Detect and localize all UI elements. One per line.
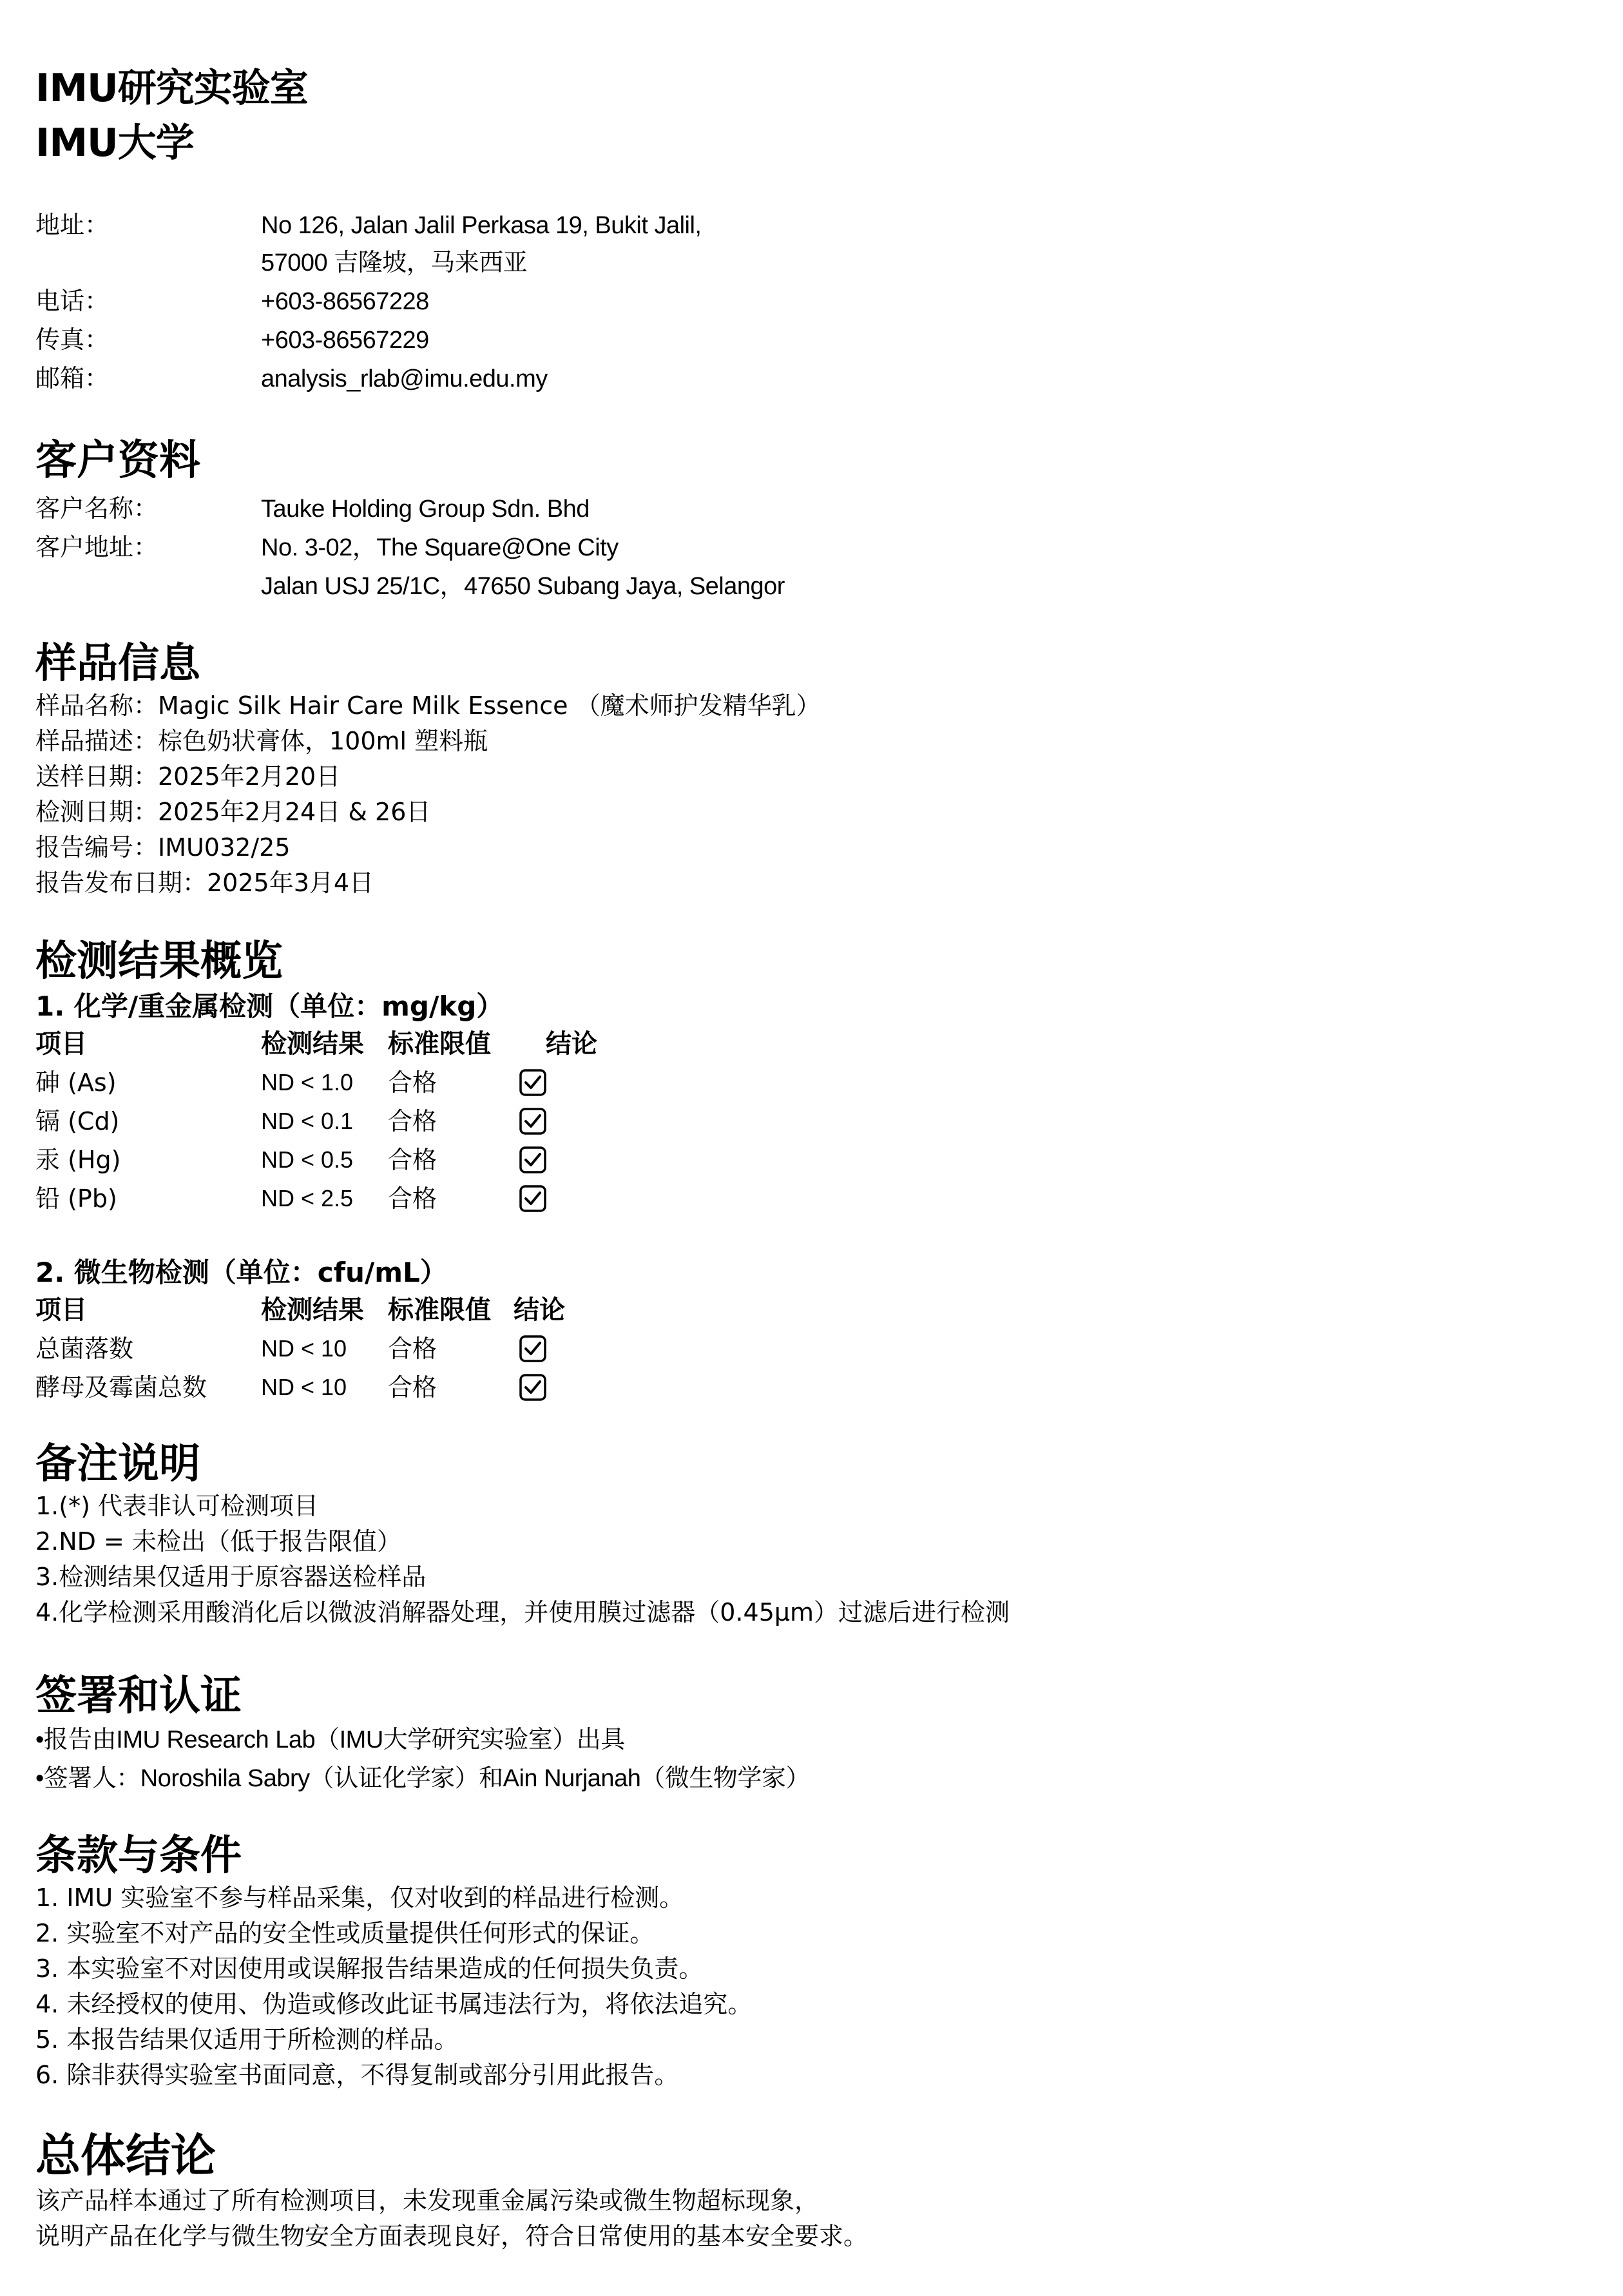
conclusion-line: 该产品样本通过了所有检测项目，未发现重金属污染或微生物超标现象， — [35, 2186, 820, 2215]
checkbox-checked-icon — [519, 1184, 547, 1213]
checkbox-checked-icon — [519, 1335, 547, 1363]
micro-header-conclusion: 结论 — [514, 1295, 565, 1325]
chem-row-cd-item: 镉 (Cd) — [35, 1107, 120, 1135]
term-item: 5. 本报告结果仅适用于所检测的样品。 — [35, 2025, 459, 2054]
org-name: IMU研究实验室 — [35, 66, 308, 111]
chem-row-cd-result: ND < 0.1 — [261, 1108, 354, 1134]
phone-value: +603-86567228 — [261, 288, 429, 315]
sample-name: 样品名称：Magic Silk Hair Care Milk Essence （魔术师护发精华乳） — [35, 691, 821, 720]
chem-row-cd-limit: 合格 — [388, 1107, 437, 1135]
sample-description: 样品描述：棕色奶状膏体，100ml 塑料瓶 — [35, 727, 488, 755]
results-heading: 检测结果概览 — [35, 938, 283, 985]
micro-row-total-limit: 合格 — [388, 1335, 437, 1363]
chem-row-as-item: 砷 (As) — [35, 1068, 117, 1097]
client-address-line2: Jalan USJ 25/1C，47650 Subang Jaya, Selangor — [261, 573, 785, 600]
chem-row-hg-limit: 合格 — [388, 1146, 437, 1174]
address-line2: 57000 吉隆坡，马来西亚 — [261, 249, 528, 276]
checkbox-checked-icon — [519, 1107, 547, 1135]
checkbox-checked-icon — [519, 1373, 547, 1402]
term-item: 1. IMU 实验室不参与样品采集，仅对收到的样品进行检测。 — [35, 1884, 684, 1912]
chem-row-as-result: ND < 1.0 — [261, 1069, 354, 1095]
chem-header-item: 项目 — [35, 1029, 87, 1059]
signing-issuer: •报告由IMU Research Lab（IMU大学研究实验室）出具 — [35, 1726, 625, 1753]
micro-row-yeast-limit: 合格 — [388, 1373, 437, 1402]
chem-row-pb-result: ND < 2.5 — [261, 1185, 354, 1211]
report-number: 报告编号：IMU032/25 — [35, 833, 291, 862]
signing-signatories: •签署人：Noroshila Sabry（认证化学家）和Ain Nurjanah（微生物学家） — [35, 1765, 810, 1792]
client-heading: 客户资料 — [35, 437, 200, 485]
sample-info-list — [35, 688, 821, 901]
client-address-label: 客户地址： — [35, 534, 158, 561]
report-issue-date: 报告发布日期：2025年3月4日 — [35, 869, 374, 897]
chem-test-title: 1. 化学/重金属检测（单位：mg/kg） — [35, 990, 504, 1022]
micro-row-yeast-item: 酵母及霉菌总数 — [35, 1373, 207, 1402]
email-value: analysis_rlab@imu.edu.my — [261, 365, 548, 392]
conclusion-text — [35, 2183, 868, 2254]
note-item: 3.检测结果仅适用于原容器送检样品 — [35, 1563, 427, 1591]
conclusion-heading: 总体结论 — [35, 2129, 216, 2182]
chem-header-conclusion: 结论 — [546, 1029, 597, 1059]
client-address-line1: No. 3-02，The Square@One City — [261, 534, 619, 561]
term-item: 2. 实验室不对产品的安全性或质量提供任何形式的保证。 — [35, 1919, 655, 1947]
checkbox-checked-icon — [519, 1068, 547, 1097]
micro-row-total-result: ND < 10 — [261, 1335, 347, 1362]
micro-header-limit: 标准限值 — [388, 1295, 491, 1325]
signing-heading: 签署和认证 — [35, 1672, 242, 1720]
chem-row-pb-limit: 合格 — [388, 1184, 437, 1213]
phone-label: 电话： — [35, 288, 110, 315]
address-label: 地址： — [35, 212, 110, 239]
email-label: 邮箱： — [35, 365, 110, 392]
fax-label: 传真： — [35, 327, 110, 354]
address-line1: No 126, Jalan Jalil Perkasa 19, Bukit Jalil, — [261, 212, 702, 239]
client-name-value: Tauke Holding Group Sdn. Bhd — [261, 496, 590, 523]
client-name-label: 客户名称： — [35, 496, 158, 523]
micro-header-result: 检测结果 — [261, 1295, 364, 1325]
note-item: 1.(*) 代表非认可检测项目 — [35, 1492, 318, 1520]
signing-list — [35, 1721, 810, 1798]
chem-row-hg-item: 汞 (Hg) — [35, 1146, 121, 1174]
note-item: 2.ND = 未检出（低于报告限值） — [35, 1527, 401, 1556]
fax-value: +603-86567229 — [261, 327, 429, 354]
micro-row-total-item: 总菌落数 — [35, 1335, 134, 1363]
chem-row-hg-result: ND < 0.5 — [261, 1146, 354, 1173]
checkbox-checked-icon — [519, 1146, 547, 1174]
chem-header-limit: 标准限值 — [388, 1029, 491, 1059]
terms-list — [35, 1880, 752, 2093]
notes-list — [35, 1489, 1010, 1630]
sample-heading: 样品信息 — [35, 640, 200, 688]
micro-header-item: 项目 — [35, 1295, 87, 1325]
sample-test-date: 检测日期：2025年2月24日 & 26日 — [35, 798, 431, 826]
term-item: 3. 本实验室不对因使用或误解报告结果造成的任何损失负责。 — [35, 1954, 704, 1983]
conclusion-line: 说明产品在化学与微生物安全方面表现良好，符合日常使用的基本安全要求。 — [35, 2222, 869, 2250]
notes-heading: 备注说明 — [35, 1440, 200, 1488]
note-item: 4.化学检测采用酸消化后以微波消解器处理，并使用膜过滤器（0.45μm）过滤后进行检测 — [35, 1598, 1010, 1626]
micro-test-title: 2. 微生物检测（单位：cfu/mL） — [35, 1257, 447, 1288]
chem-row-pb-item: 铅 (Pb) — [35, 1184, 117, 1213]
org-university: IMU大学 — [35, 121, 194, 166]
chem-header-result: 检测结果 — [261, 1029, 364, 1059]
sample-received-date: 送样日期：2025年2月20日 — [35, 762, 341, 791]
term-item: 4. 未经授权的使用、伪造或修改此证书属违法行为，将依法追究。 — [35, 1990, 753, 2018]
chem-row-as-limit: 合格 — [388, 1068, 437, 1097]
term-item: 6. 除非获得实验室书面同意，不得复制或部分引用此报告。 — [35, 2061, 679, 2089]
micro-row-yeast-result: ND < 10 — [261, 1374, 347, 1400]
terms-heading: 条款与条件 — [35, 1832, 242, 1880]
